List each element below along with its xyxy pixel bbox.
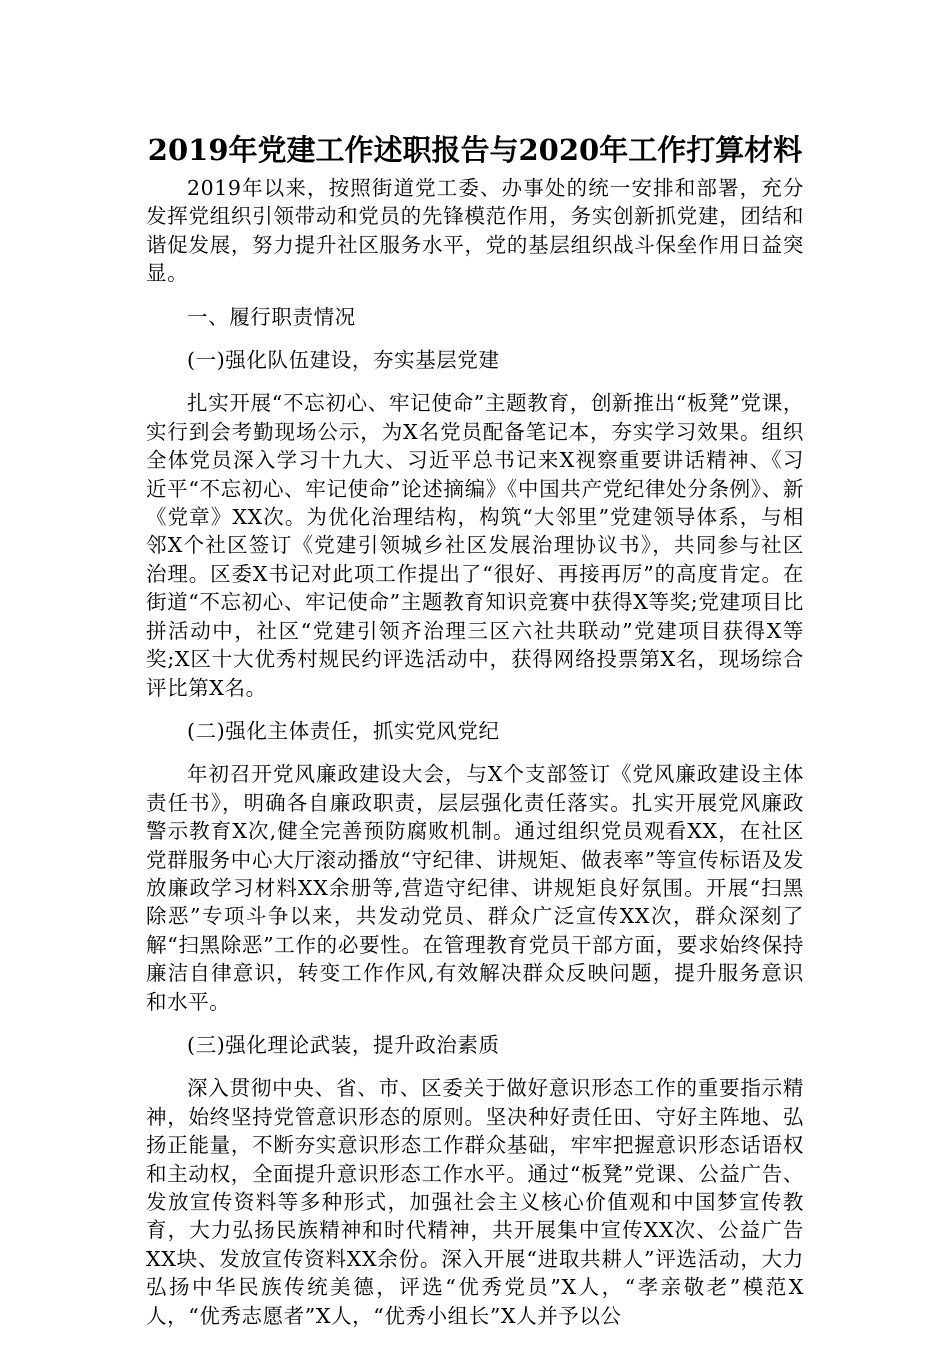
subsection-body-team-building: 扎实开展“不忘初心、牢记使命”主题教育，创新推出“板凳”党课，实行到会考勤现场公示，为X名党员配备笔记本，夯实学习效果。组织全体党员深入学习十九大、习近平总书记来X视察重要讲话精神、《习近平“不忘初心、牢记使命”论述摘编》《中国共产党纪律处分条例》、新《党章》XX次。为优化治理结构，构筑“大邻里”党建领导体系，与相邻X个社区签订《党建引领城乡社区发展治理协议书》，共同参与社区治理。区委X书记对此项工作提出了“很好、再接再厉”的高度肯定。在街道“不忘初心、牢记使命”主题教育知识竞赛中获得X等奖;党建项目比拼活动中，社区“党建引领齐治理三区六社共联动”党建项目获得X等奖;X区十大优秀村规民约评选活动中，获得网络投票第X名，现场综合评比第X名。 xyxy=(146,391,804,700)
subsection-body-theory: 深入贯彻中央、省、市、区委关于做好意识形态工作的重要指示精神，始终坚持党管意识形态的原则。坚决种好责任田、守好主阵地、弘扬正能量，不断夯实意识形态工作群众基础，牢牢把握意识形态话语权和主动权，全面提升意识形态工作水平。通过“板凳”党课、公益广告、发放宣传资料等多种形式，加强社会主义核心价值观和中国梦宣传教育，大力弘扬民族精神和时代精神，共开展集中宣传XX次、公益广告XX块、发放宣传资料XX余份。深入开展“进取共耕人”评选活动，大力弘扬中华民族传统美德，评选“优秀党员”X人，“孝亲敬老”模范X人，“优秀志愿者”X人，“优秀小组长”X人并予以公 xyxy=(146,1076,804,1328)
document-body xyxy=(146,174,804,1345)
subsection-heading-responsibility: (二)强化主体责任，抓实党风党纪 xyxy=(187,718,500,743)
subsection-body-responsibility: 年初召开党风廉政建设大会，与X个支部签订《党风廉政建设主体责任书》，明确各自廉政职责，层层强化责任落实。扎实开展党风廉政警示教育X次,健全完善预防腐败机制。通过组织党员观看XX，在社区党群服务中心大厅滚动播放“守纪律、讲规矩、做表率”等宣传标语及发放廉政学习材料XX余册等,营造守纪律、讲规矩良好氛围。开展“扫黑除恶”专项斗争以来，共发动党员、群众广泛宣传XX次，群众深刻了解“扫黑除恶”工作的必要性。在管理教育党员干部方面，要求始终保持廉洁自律意识，转变工作作风,有效解决群众反映问题，提升服务意识和水平。 xyxy=(146,762,804,1014)
subsection-heading-team-building: (一)强化队伍建设，夯实基层党建 xyxy=(187,348,500,373)
document-title: 2019年党建工作述职报告与2020年工作打算材料 xyxy=(147,133,803,167)
subsection-heading-theory: (三)强化理论武装，提升政治素质 xyxy=(187,1032,500,1057)
section-heading-duties: 一、履行职责情况 xyxy=(187,304,356,329)
intro-paragraph: 2019年以来，按照街道党工委、办事处的统一安排和部署，充分发挥党组织引领带动和党员的先锋模范作用，务实创新抓党建，团结和谐促发展，努力提升社区服务水平，党的基层组织战斗保垒作用日益突显。 xyxy=(146,176,804,286)
